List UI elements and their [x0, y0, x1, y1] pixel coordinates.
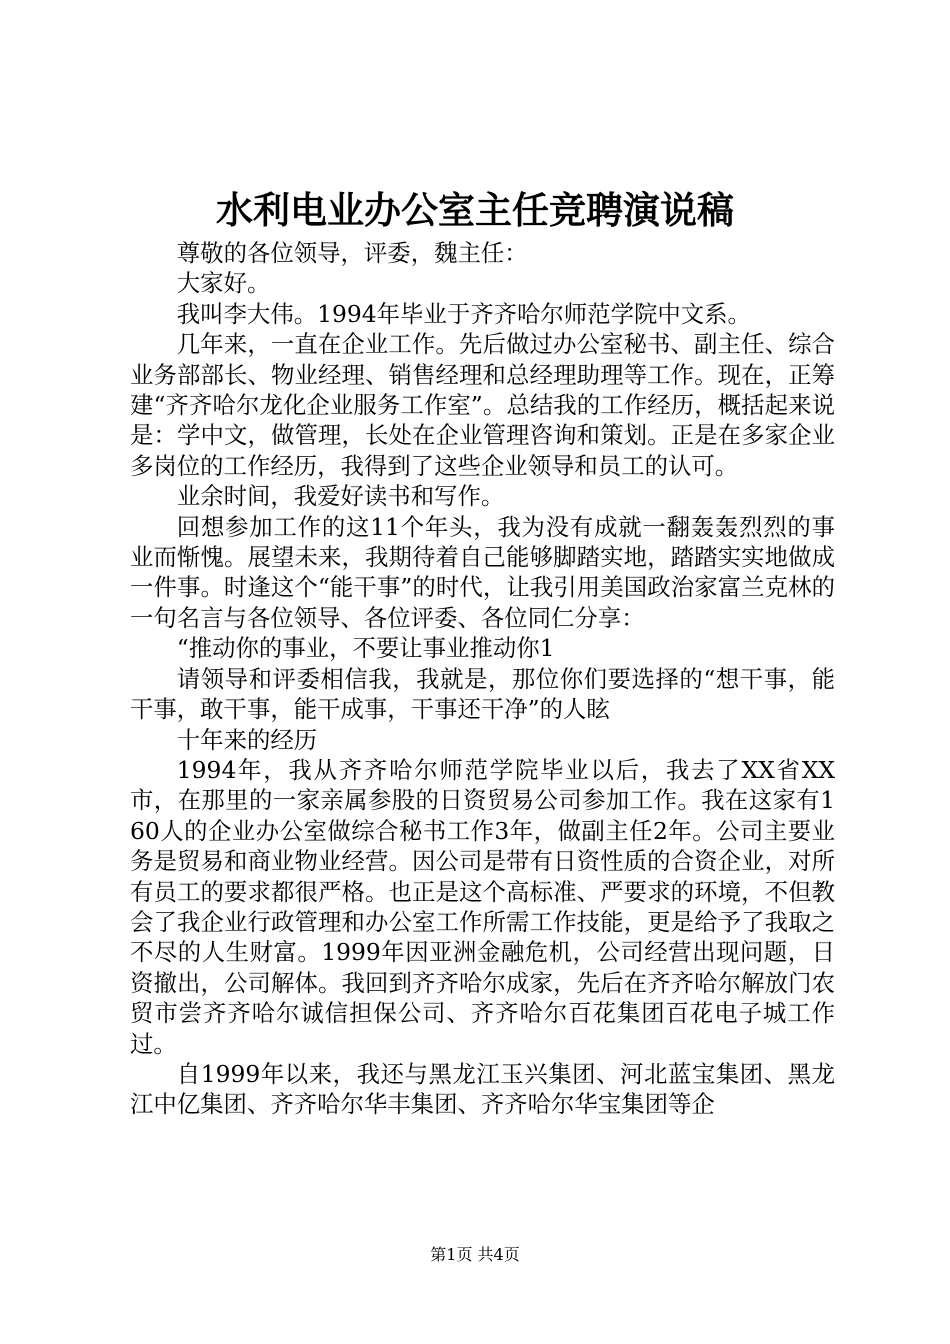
paragraph-greeting: 大家好。	[176, 269, 271, 298]
page-number-footer: 第1页 共4页	[430, 1245, 520, 1264]
paragraph-reflection: 回想参加工作的这11个年头，我为没有成就一翻轰轰烈烈的事业而惭愧。展望未来，我期待着自己能够脚踏实地，踏踏实实地做成一件事。时逢这个“能干事”的时代，让我引用美国政治家富兰克林的一句名言与各位领导、各位评委、各位同仁分享：	[130, 512, 835, 632]
document-body	[130, 238, 835, 1120]
paragraph-hobbies: 业余时间，我爱好读书和写作。	[176, 482, 505, 511]
paragraph-salutation: 尊敬的各位领导，评委，魏主任：	[176, 239, 528, 267]
paragraph-quote: “推动你的事业，不要让事业推动你1	[176, 634, 555, 663]
paragraph-appeal: 请领导和评委相信我，我就是，那位你们要选择的“想干事，能干事，敢干事，能干成事，干事还干净”的人眩	[130, 664, 835, 724]
paragraph-work-summary: 几年来，一直在企业工作。先后做过办公室秘书、副主任、综合业务部部长、物业经理、销售经理和总经理助理等工作。现在，正筹建“齐齐哈尔龙化企业服务工作室”。总结我的工作经历，概括起来说是：学中文，做管理，长处在企业管理咨询和策划。正是在多家企业多岗位的工作经历，我得到了这些企业领导和员工的认可。	[130, 330, 835, 480]
paragraph-cooperation: 自1999年以来，我还与黑龙江玉兴集团、河北蓝宝集团、黑龙江中亿集团、齐齐哈尔华丰集团、齐齐哈尔华宝集团等企	[130, 1059, 835, 1119]
section-heading: 十年来的经历	[176, 725, 318, 754]
paragraph-introduction: 我叫李大伟。1994年毕业于齐齐哈尔师范学院中文系。	[176, 299, 751, 328]
paragraph-experience: 1994年，我从齐齐哈尔师范学院毕业以后，我去了XX省XX市，在那里的一家亲属参股的日资贸易公司参加工作。我在这家有160人的企业办公室做综合秘书工作3年，做副主任2年。公司主要业务是贸易和商业物业经营。因公司是带有日资性质的合资企业，对所有员工的要求都很严格。也正是这个高标准、严要求的环境，不但教会了我企业行政管理和办公室工作所需工作技能，更是给予了我取之不尽的人生财富。1999年因亚洲金融危机，公司经营出现问题，日资撤出，公司解体。我回到齐齐哈尔成家，先后在齐齐哈尔解放门农贸市尝齐齐哈尔诚信担保公司、齐齐哈尔百花集团百花电子城工作过。	[130, 755, 835, 1058]
document-title: 水利电业办公室主任竞聘演说稿	[216, 188, 734, 232]
